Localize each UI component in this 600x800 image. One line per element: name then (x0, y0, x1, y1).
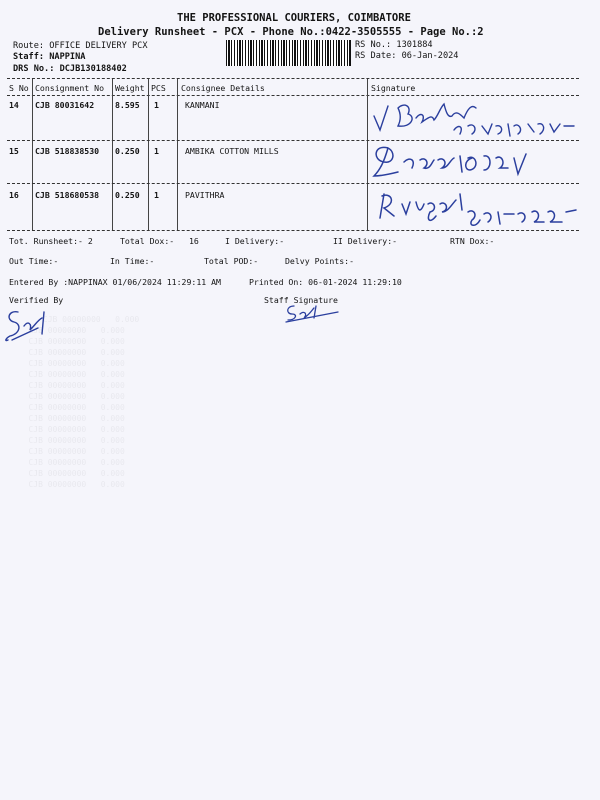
bleed-through-texture: CJB 00000000 0.000 CJB 00000000 0.000 CJB 00000000 0.000 CJB 00000000 0.000 CJB 00000000 0.000 CJB 00000000 0.000 CJB 00000000 0.000 CJB 00000000 0.000 CJB 00000000 0.000 CJB 00000000 0.000 CJB 00000000 0.000 CJB 00000000 0.000 CJB 00000000 0.000 CJB 00000000 0.000 CJB 00000000 0.000 CJB 00000000 0.000 (28, 315, 140, 489)
row-sno: 16 (9, 190, 19, 200)
drs-number: DRS No.: DCJB130188402 (13, 64, 127, 74)
route-label: Route: OFFICE DELIVERY PCX (13, 41, 148, 51)
verified-by-label: Verified By (9, 295, 64, 305)
row-pcs: 1 (154, 100, 159, 110)
row-weight: 0.250 (115, 190, 140, 200)
row-weight: 8.595 (115, 100, 140, 110)
i-delivery: I Delivery:- (225, 236, 285, 246)
row-consignment: CJB 80031642 (35, 100, 95, 110)
barcode (226, 40, 351, 66)
staff-signature-label: Staff Signature (264, 295, 338, 305)
entered-by: Entered By :NAPPINAX 01/06/2024 11:29:11 AM (9, 277, 221, 287)
col-divider (177, 79, 178, 230)
row-consignee: KANMANI (185, 100, 220, 110)
out-time: Out Time:- (9, 256, 59, 266)
col-consignment: Consignment No (35, 83, 105, 93)
row-consignment: CJB 518838530 (35, 146, 100, 156)
row-sno: 14 (9, 100, 19, 110)
runsheet-subtitle: Delivery Runsheet - PCX - Phone No.:0422-3505555 - Page No.:2 (98, 26, 484, 38)
col-sno: S No (9, 83, 29, 93)
row-rule (7, 183, 579, 184)
row-weight: 0.250 (115, 146, 140, 156)
handwritten-signature-ambika (368, 142, 568, 182)
staff-label: Staff: NAPPINA (13, 52, 86, 62)
total-pod: Total POD:- (204, 256, 259, 266)
row-consignee: AMBIKA COTTON MILLS (185, 146, 279, 156)
col-divider (32, 79, 33, 230)
total-dox-value: 16 (189, 236, 199, 246)
row-pcs: 1 (154, 146, 159, 156)
col-weight: Weight (115, 83, 145, 93)
rtn-dox: RTN Dox:- (450, 236, 495, 246)
handwritten-signature-kanmani (368, 96, 583, 142)
row-consignee: PAVITHRA (185, 190, 225, 200)
table-top-rule (7, 78, 579, 79)
tot-runsheet: Tot. Runsheet:- 2 (9, 236, 93, 246)
total-dox-label: Total Dox:- (120, 236, 175, 246)
rs-date: RS Date: 06-Jan-2024 (355, 51, 459, 61)
in-time: In Time:- (110, 256, 155, 266)
col-consignee: Consignee Details (181, 83, 265, 93)
row-consignment: CJB 518680538 (35, 190, 100, 200)
ii-delivery: II Delivery:- (333, 236, 398, 246)
col-divider (148, 79, 149, 230)
delvy-points: Delvy Points:- (285, 256, 355, 266)
col-pcs: PCS (151, 83, 166, 93)
staff-signature-mark (284, 302, 344, 324)
row-sno: 15 (9, 146, 19, 156)
handwritten-signature-pavithra (372, 186, 582, 230)
printed-on: Printed On: 06-01-2024 11:29:10 (249, 277, 402, 287)
col-divider (112, 79, 113, 230)
col-signature: Signature (371, 83, 416, 93)
table-bottom-rule (7, 230, 579, 231)
company-name: THE PROFESSIONAL COURIERS, COIMBATORE (177, 12, 411, 24)
row-pcs: 1 (154, 190, 159, 200)
rs-number: RS No.: 1301884 (355, 40, 433, 50)
